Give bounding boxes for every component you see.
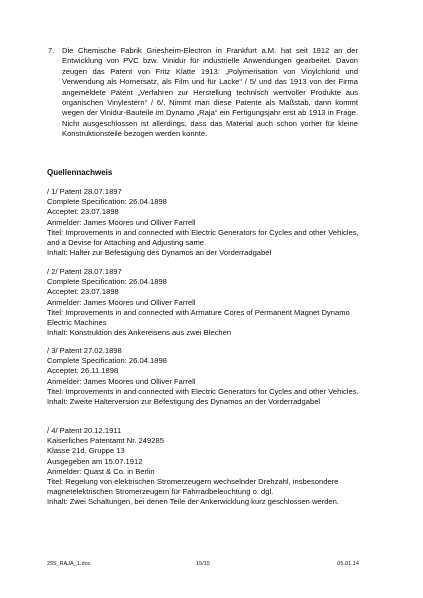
footer-filename: 255_RAJA_1.doc [47,561,91,567]
reference-line: Kaiserliches Patentamt Nr. 249285 [47,436,164,446]
reference-line: Complete Specification: 26.04.1898 [47,277,167,287]
reference-line: Anmelder: James Moores und Olliver Farrell [47,297,196,307]
paragraph-number: 7. [48,46,55,55]
reference-line: Inhalt: Halter zur Befestigung des Dynamos an der Vorderradgabel [47,248,272,258]
reference-line: Inhalt: Zweite Halterversion zur Befestigung des Dynamos an der Vorderradgabel [47,397,321,407]
section-heading: Quellennachweis [47,168,113,177]
reference-line: Klasse 21d. Gruppe 13 [47,446,125,456]
paragraph-text: Die Chemische Fabrik Griesheim-Electron in Frankfurt a.M. hat seit 1912 an der Entwicklung von PVC bzw. Vinidur für industrielle Anwendungen gearbeitet. Davon zeugen das Patent von Fritz Klatte 1913: „Polymerisation von Vinylchlorid und Verwendung als Hornersatz, als Film und für Lacke“ / 5/ und das 1913 von der Firma angemeldete Patent „Verfahren zur Herstellung technisch wertvoller Produkte aus organischen Vinylestern“ / 6/. Nimmt man diese Patente als Maßstab, dann kommt wegen der Vinidur-Bauteile im Dynamo „Raja“ ein Fertigungsjahr erst ab 1913 in Frage. Nicht ausgeschlossen ist allerdings, dass das Material auch schon vorher für kleine Konstruktionsteile bezogen werden konnte. [62,46,358,139]
reference-line: Acceptet: 26.11.1898 [47,366,119,376]
reference-line: Anmelder: James Moores und Olliver Farrell [47,217,196,227]
numbered-paragraph-7 [48,46,358,140]
reference-line: Titel: Improvements in and connected with Electric Generators for Cycles and other Vehicles, and a Devise for Attaching and Adjusting same. [47,227,359,248]
reference-line: Ausgegeben am 15.07.1912 [47,456,143,466]
reference-line: Acceptet: 23.07.1898 [47,207,119,217]
reference-line: Titel: Regelung von elektrischen Stromerzeugern wechselnder Drehzahl, insbesondere magnetelektrischen Stromerzeugern für Fahrradbeleuchtung o. dgl. [47,477,339,497]
reference-line: / 4/ Patent 20.12.1911 [47,426,122,435]
reference-line: Complete Specification: 26.04.1898 [47,197,167,207]
reference-line: Anmelder: James Moores und Olliver Farrell [47,376,196,386]
reference-line: Titel: Improvements in and connected with Electric Generators for Cycles and other Vehicles. [47,386,359,396]
reference-line: Titel: Improvements in and connected with Armature Cores of Permanent Magnet Dynamo Electric Machines [47,307,350,328]
reference-3 [47,346,359,407]
reference-line: Inhalt: Konstruktion des Ankereisens aus zwei Blechen [47,328,232,338]
reference-line: / 3/ Patent 27.02.1898 [47,346,122,355]
reference-line: Acceptet: 23.07.1898 [47,287,119,297]
footer-page-number: 15/15 [196,561,210,567]
reference-line: Inhalt: Zwei Schaltungen, bei denen Teile der Ankerwicklung kurz geschlossen werden. [47,497,339,507]
reference-line: / 1/ Patent 28.07.1897 [47,187,122,196]
footer-date: 05.01.14 [337,561,359,567]
reference-1 [47,187,359,258]
reference-line: Complete Specification: 26.04.1898 [47,356,167,366]
reference-4 [47,426,359,508]
reference-2 [47,267,359,338]
reference-line: Anmelder: Quast & Co. in Berlin [47,466,155,476]
reference-line: / 2/ Patent 28.07.1897 [47,267,122,276]
